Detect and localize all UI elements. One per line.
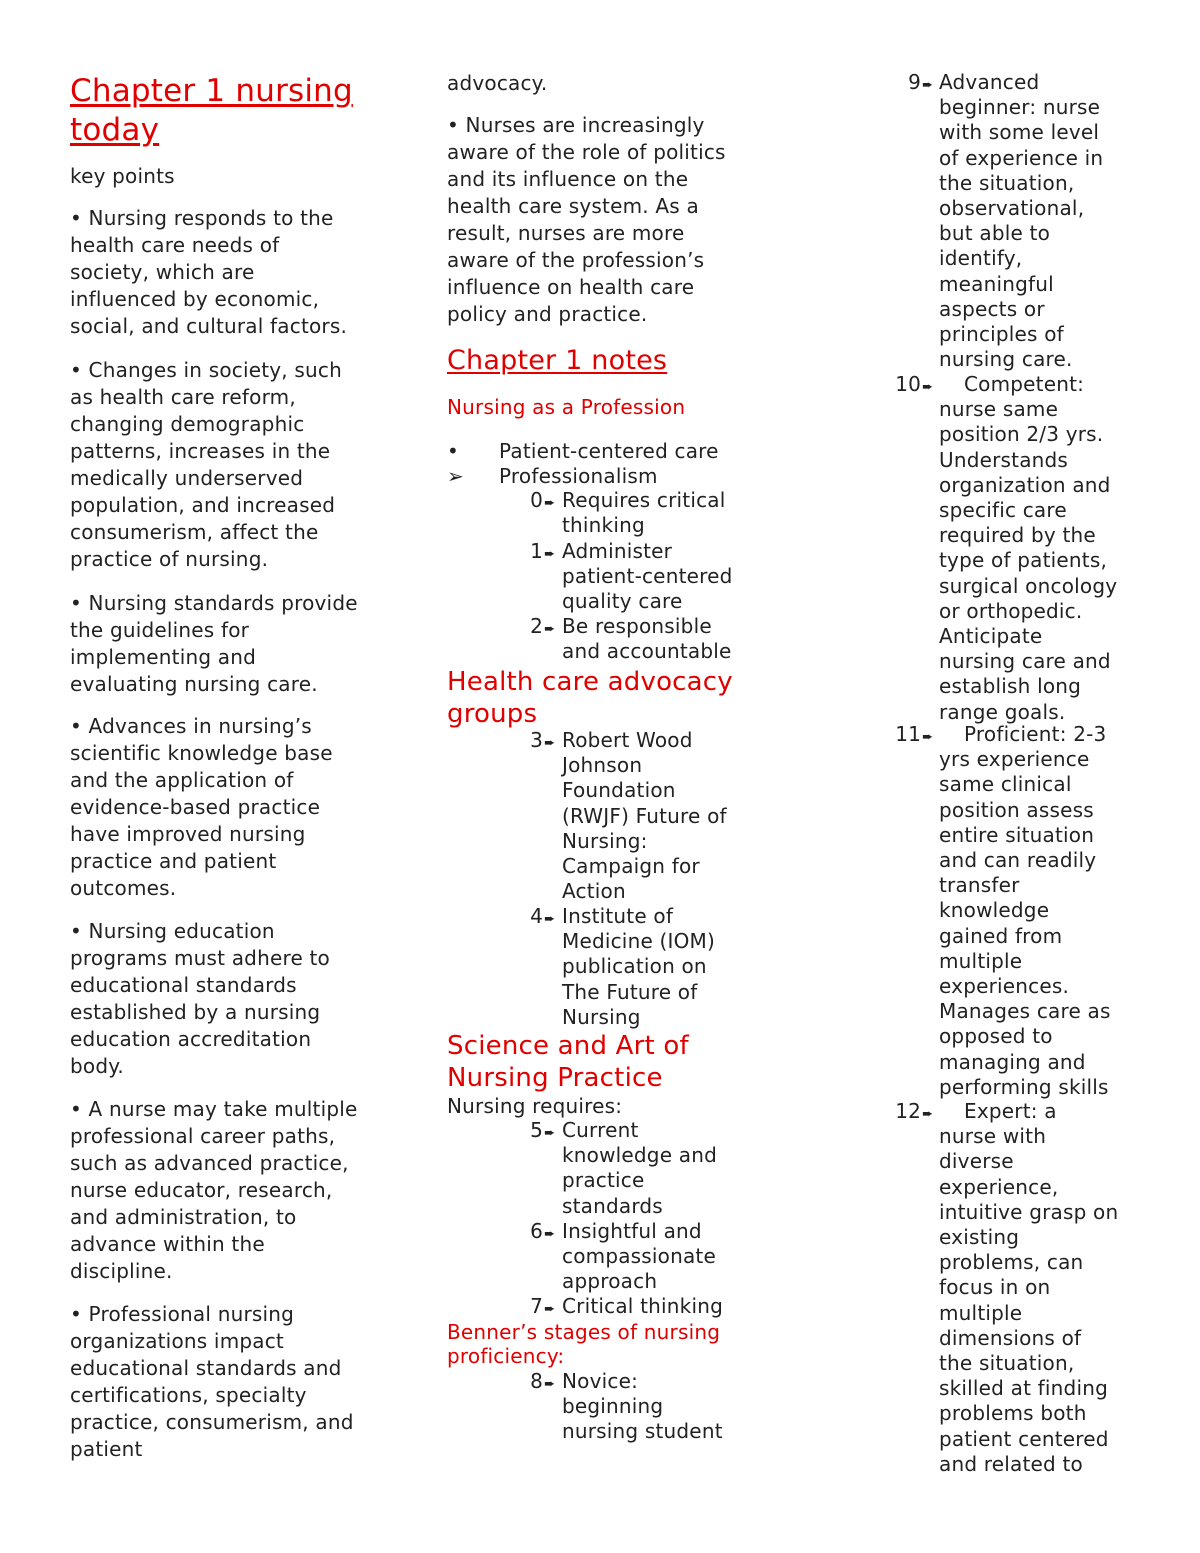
item-number: 1➨ [530,539,555,563]
key-point-paragraph: • Changes in society, such as health care reform, changing demographic patterns, increases in the medically underserved population, and increased consumerism, affect the practice of nursing. [70,358,342,571]
item-text: Be responsible and accountable [562,614,732,664]
item-number: 12➨ [895,1099,933,1123]
item-text: Critical thinking [562,1294,723,1318]
item-text: Expert: a nurse with diverse experience, intuitive grasp on existing problems, can focus in on multiple dimensions of the situation, skilled at finding problems both patient centered and related to [939,1099,1119,1476]
item-text: Robert Wood Johnson Foundation (RWJF) Future of Nursing: Campaign for Action [562,728,727,904]
arrow-icon: ➨ [544,1302,555,1317]
item-text: Novice: beginning nursing student [562,1369,723,1444]
arrow-icon: ➨ [922,1107,933,1122]
politics-paragraph: • Nurses are increasingly aware of the role of politics and its influence on the health care system. As a result, nurses are more aware of the profession’s influence on health care policy and practice. [447,113,726,326]
item-number: 9➨ [908,70,933,94]
item-text: Advanced beginner: nurse with some level of experience in the situation, observational, but able to identify, meaningful aspects or principles of nursing care. [939,70,1104,372]
key-point-paragraph: • Nursing standards provide the guidelines for implementing and evaluating nursing care. [70,591,358,696]
item-text: Current knowledge and practice standards [562,1118,717,1218]
arrow-icon: ➨ [544,736,555,751]
bullet-icon: • [447,439,459,463]
arrow-icon: ➨ [544,1227,555,1242]
key-point-paragraph: • Nursing responds to the health care needs of society, which are influenced by economic, social, and cultural factors. [70,206,348,338]
item-number: 0➨ [530,488,555,512]
item-text: Proficient: 2-3 yrs experience same clinical position assess entire situation and can readily transfer knowledge gained from multiple experiences. Manages care as opposed to managing and performing skills [939,722,1111,1099]
chapter-title-line1: Chapter 1 nursing [70,73,353,109]
key-point-paragraph: • Nursing education programs must adhere to educational standards established by a nursing education accreditation body. [70,919,330,1078]
item-number: 6➨ [530,1219,555,1243]
item-text: Administer patient-centered quality care [562,539,733,614]
item-number: 4➨ [530,904,555,928]
item-number: 11➨ [895,722,933,746]
benner-heading: Benner’s stages of nursing proficiency: [447,1320,721,1368]
item-text: Requires critical thinking [562,488,726,538]
key-points-label: key points [70,164,175,188]
arrow-icon: ➨ [544,1377,555,1392]
arrow-icon: ➨ [922,380,933,395]
arrow-icon: ➨ [922,78,933,93]
key-point-paragraph: • A nurse may take multiple professional career paths, such as advanced practice, nurse educator, research, and administration, to advance within the discipline. [70,1097,358,1283]
arrow-icon: ➨ [544,496,555,511]
item-text: Insightful and compassionate approach [562,1219,716,1294]
advocacy-groups-heading: Health care advocacy groups [447,667,733,729]
item-number: 10➨ [895,372,933,396]
nursing-requires-label: Nursing requires: [447,1094,623,1118]
item-text: Institute of Medicine (IOM) publication on The Future of Nursing [562,904,716,1029]
chapter-notes-heading: Chapter 1 notes [447,345,668,376]
arrow-icon: ➨ [544,547,555,562]
arrow-icon: ➨ [544,622,555,637]
science-art-heading: Science and Art of Nursing Practice [447,1031,689,1093]
list-item-text: Professionalism [499,464,658,488]
key-point-paragraph: • Professional nursing organizations impact educational standards and certifications, specialty practice, consumerism, and patient [70,1302,354,1461]
nursing-as-profession-heading: Nursing as a Profession [447,395,686,419]
item-text: Competent: nurse same position 2/3 yrs. Understands organization and specific care required by the type of patients, surgical oncology or orthopedic. Anticipate nursing care and establish long range goals. [939,372,1118,724]
item-number: 7➨ [530,1294,555,1318]
advocacy-continuation: advocacy. [447,71,548,95]
item-number: 5➨ [530,1118,555,1142]
list-item-text: Patient-centered care [499,439,719,463]
item-number: 8➨ [530,1369,555,1393]
item-number: 2➨ [530,614,555,638]
key-point-paragraph: • Advances in nursing’s scientific knowledge base and the application of evidence-based practice have improved nursing practice and patient outcomes. [70,714,333,900]
arrowhead-bullet-icon: ➢ [447,464,464,488]
arrow-icon: ➨ [544,1126,555,1141]
chapter-title-line2: today [70,112,160,148]
arrow-icon: ➨ [922,730,933,745]
chapter-title [70,72,353,150]
item-number: 3➨ [530,728,555,752]
arrow-icon: ➨ [544,912,555,927]
